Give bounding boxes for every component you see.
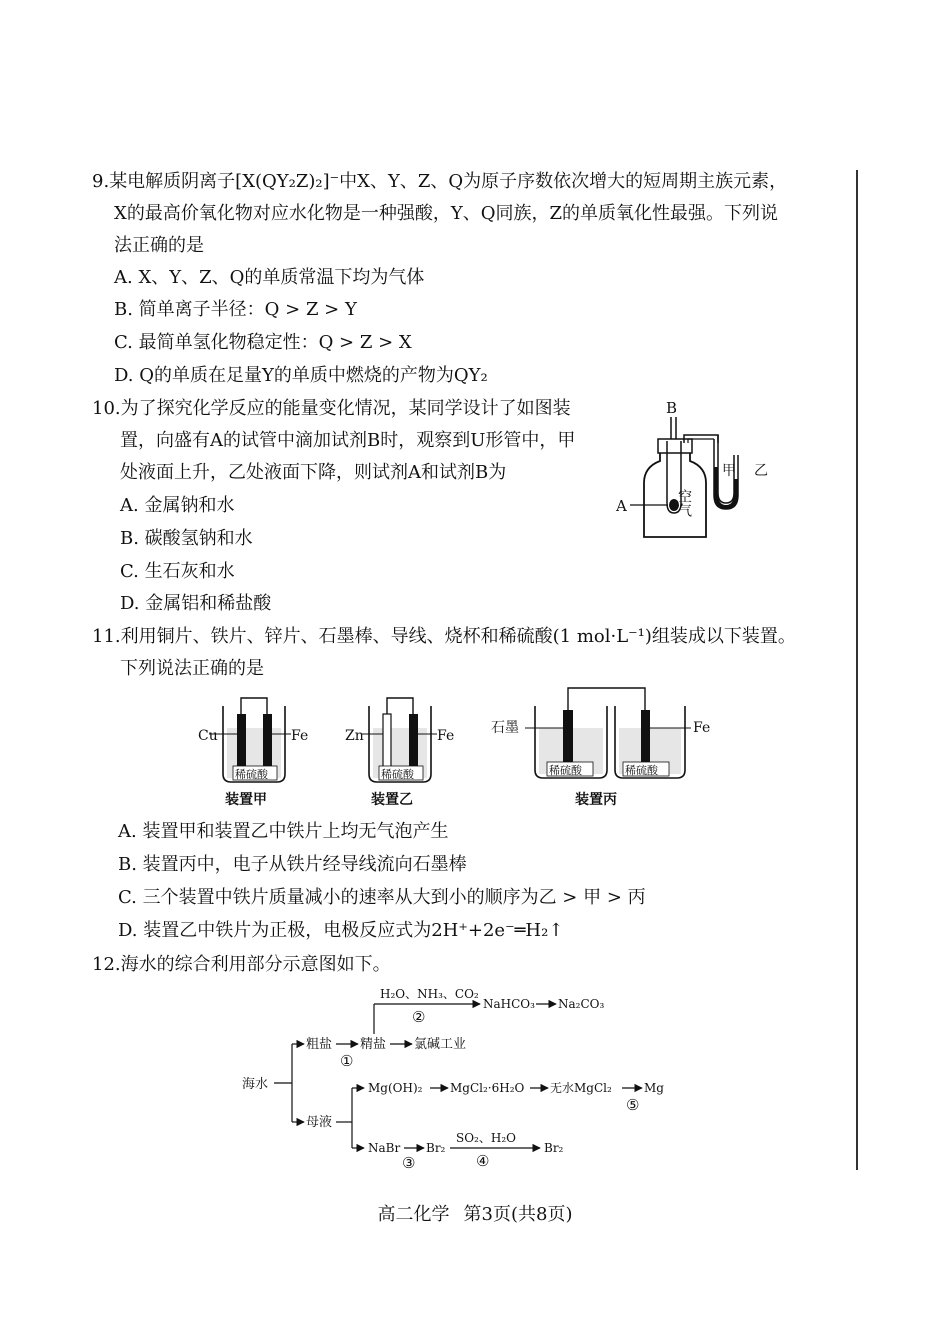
svg-text:石墨: 石墨 bbox=[491, 720, 519, 736]
svg-text:Mg(OH)₂: Mg(OH)₂ bbox=[368, 1081, 423, 1095]
svg-text:海水: 海水 bbox=[242, 1077, 269, 1092]
svg-text:精盐: 精盐 bbox=[360, 1037, 387, 1052]
q9-stem-line1: 9.某电解质阴离子[X(QY₂Z)₂]⁻中X、Y、Z、Q为原子序数依次增大的短周期主族元素， bbox=[92, 171, 788, 192]
q10-option-b: B. 碳酸氢钠和水 bbox=[120, 528, 253, 549]
svg-text:氯碱工业: 氯碱工业 bbox=[414, 1037, 467, 1052]
svg-text:稀硫酸: 稀硫酸 bbox=[549, 764, 582, 777]
svg-text:④: ④ bbox=[476, 1152, 490, 1170]
q9-option-a: A. X、Y、Z、Q的单质常温下均为气体 bbox=[114, 267, 425, 288]
svg-text:H₂O、NH₃、CO₂: H₂O、NH₃、CO₂ bbox=[380, 987, 479, 1001]
margin-rule bbox=[856, 170, 858, 1170]
svg-text:Br₂: Br₂ bbox=[544, 1141, 564, 1155]
label-jia: 甲 bbox=[722, 463, 736, 479]
svg-text:Na₂CO₃: Na₂CO₃ bbox=[558, 997, 605, 1011]
q11-stem-line1: 11.利用铜片、铁片、锌片、石墨棒、导线、烧杯和稀硫酸(1 mol·L⁻¹)组装成以下装置。 bbox=[92, 626, 796, 647]
q9-option-c: C. 最简单氢化物稳定性：Q > Z > X bbox=[114, 332, 412, 353]
q10-stem-line3: 处液面上升，乙处液面下降，则试剂A和试剂B为 bbox=[120, 462, 507, 483]
svg-text:MgCl₂·6H₂O: MgCl₂·6H₂O bbox=[450, 1081, 525, 1095]
svg-text:NaBr: NaBr bbox=[368, 1141, 401, 1155]
device-bing bbox=[491, 688, 710, 808]
q10-number: 10. bbox=[92, 398, 121, 419]
page-footer bbox=[0, 1200, 950, 1226]
svg-text:①: ① bbox=[340, 1052, 354, 1070]
q12-flow-diagram bbox=[240, 982, 680, 1172]
q9-stem-line2: X的最高价氧化物对应水化物是一种强酸，Y、Q同族，Z的单质氧化性最强。下列说 bbox=[114, 203, 778, 224]
svg-text:母液: 母液 bbox=[306, 1115, 333, 1130]
svg-text:粗盐: 粗盐 bbox=[306, 1037, 333, 1052]
footer-page-number: 第3页(共8页) bbox=[463, 1204, 573, 1225]
q10-option-c: C. 生石灰和水 bbox=[120, 561, 235, 582]
svg-text:Fe: Fe bbox=[693, 720, 711, 736]
q11-stem-line2: 下列说法正确的是 bbox=[120, 658, 264, 679]
q11-option-b: B. 装置丙中，电子从铁片经导线流向石墨棒 bbox=[118, 854, 467, 875]
svg-text:Cu: Cu bbox=[198, 728, 218, 744]
svg-text:稀硫酸: 稀硫酸 bbox=[235, 768, 268, 781]
q11-option-c: C. 三个装置中铁片质量减小的速率从大到小的顺序为乙 > 甲 > 丙 bbox=[118, 887, 646, 908]
q9-number: 9. bbox=[92, 171, 110, 192]
footer-subject: 高二化学 bbox=[377, 1204, 450, 1225]
q9-option-b: B. 简单离子半径：Q > Z > Y bbox=[114, 299, 357, 320]
label-a: A bbox=[616, 497, 627, 515]
svg-text:Zn: Zn bbox=[345, 728, 364, 744]
svg-text:无水MgCl₂: 无水MgCl₂ bbox=[550, 1081, 612, 1095]
svg-text:稀硫酸: 稀硫酸 bbox=[381, 768, 414, 781]
q10-option-d: D. 金属铝和稀盐酸 bbox=[120, 593, 272, 614]
label-air: 空气 bbox=[676, 489, 692, 517]
svg-text:③: ③ bbox=[402, 1154, 416, 1172]
svg-text:SO₂、H₂O: SO₂、H₂O bbox=[456, 1131, 516, 1145]
svg-text:装置甲: 装置甲 bbox=[225, 792, 267, 808]
q10-stem-line2: 置，向盛有A的试管中滴加试剂B时，观察到U形管中，甲 bbox=[120, 430, 576, 451]
svg-text:装置乙: 装置乙 bbox=[371, 792, 413, 808]
q11-option-d: D. 装置乙中铁片为正极，电极反应式为2H⁺+2e⁻═H₂↑ bbox=[118, 920, 564, 941]
q10-stem-line1: 10.为了探究化学反应的能量变化情况，某同学设计了如图装 bbox=[92, 398, 571, 419]
svg-text:Fe: Fe bbox=[437, 728, 455, 744]
svg-text:②: ② bbox=[412, 1008, 426, 1026]
q10-option-a: A. 金属钠和水 bbox=[120, 495, 235, 516]
q9-option-d: D. Q的单质在足量Y的单质中燃烧的产物为QY₂ bbox=[114, 365, 488, 386]
q11-number: 11. bbox=[92, 626, 121, 647]
q11-option-a: A. 装置甲和装置乙中铁片上均无气泡产生 bbox=[118, 821, 449, 842]
label-yi: 乙 bbox=[754, 463, 768, 479]
device-yi bbox=[345, 698, 454, 808]
q9-stem-line3: 法正确的是 bbox=[114, 235, 204, 256]
q12-stem: 12.海水的综合利用部分示意图如下。 bbox=[92, 954, 391, 975]
svg-text:⑤: ⑤ bbox=[626, 1096, 640, 1114]
svg-text:Fe: Fe bbox=[291, 728, 309, 744]
q10-apparatus-figure bbox=[610, 395, 780, 545]
q12-number: 12. bbox=[92, 954, 121, 975]
svg-text:稀硫酸: 稀硫酸 bbox=[625, 764, 658, 777]
device-jia bbox=[198, 698, 308, 808]
q11-apparatus-figure bbox=[195, 684, 725, 812]
svg-text:装置丙: 装置丙 bbox=[575, 792, 617, 808]
svg-text:Mg: Mg bbox=[644, 1081, 664, 1095]
svg-text:NaHCO₃: NaHCO₃ bbox=[483, 997, 535, 1011]
label-b: B bbox=[666, 399, 678, 417]
svg-text:Br₂: Br₂ bbox=[426, 1141, 446, 1155]
